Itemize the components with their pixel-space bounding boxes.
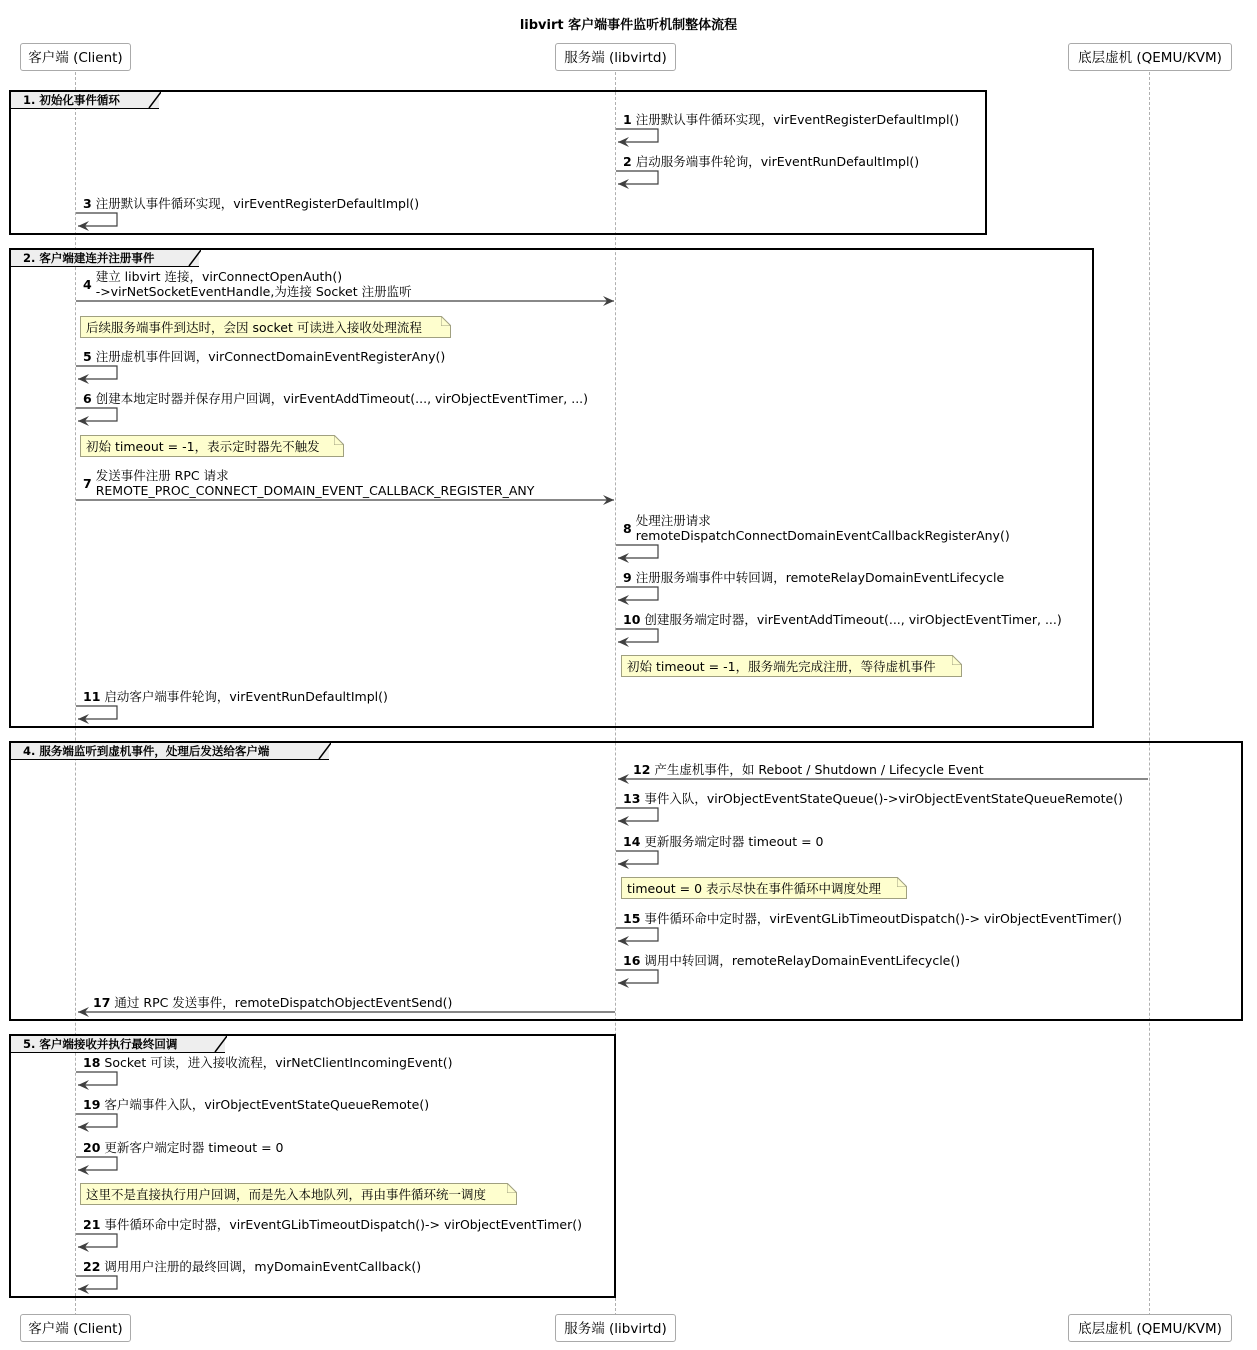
group-label: 4. 服务端监听到虚机事件，处理后发送给客户端 xyxy=(11,743,329,760)
note-socket-readable: 后续服务端事件到达时，会因 socket 可读进入接收处理流程 xyxy=(80,316,451,338)
group-label: 5. 客户端接收并执行最终回调 xyxy=(11,1036,225,1053)
group-label: 2. 客户端建连并注册事件 xyxy=(11,250,199,267)
diagram-title: libvirt 客户端事件监听机制整体流程 xyxy=(519,18,738,33)
message-19: 19 客户端事件入队，virObjectEventStateQueueRemote() xyxy=(83,1097,430,1112)
message-7: 7 发送事件注册 RPC 请求 REMOTE_PROC_CONNECT_DOMAIN_EVENT_CALLBACK_REGISTER_ANY xyxy=(83,468,535,498)
message-9: 9 注册服务端事件中转回调，remoteRelayDomainEventLifecycle xyxy=(623,570,1005,585)
message-21: 21 事件循环命中定时器，virEventGLibTimeoutDispatch()-> virObjectEventTimer() xyxy=(83,1217,582,1232)
note-local-queue: 这里不是直接执行用户回调，而是先入本地队列，再由事件循环统一调度 xyxy=(80,1183,517,1205)
message-14: 14 更新服务端定时器 timeout = 0 xyxy=(623,834,824,849)
message-1: 1 注册默认事件循环实现，virEventRegisterDefaultImpl() xyxy=(623,112,960,127)
participant-client-top: 客户端 (Client) xyxy=(20,43,131,71)
note-timeout-zero: timeout = 0 表示尽快在事件循环中调度处理 xyxy=(621,877,907,899)
participant-client-bottom: 客户端 (Client) xyxy=(20,1314,131,1342)
note-client-timeout-init: 初始 timeout = -1，表示定时器先不触发 xyxy=(80,435,344,457)
message-2: 2 启动服务端事件轮询，virEventRunDefaultImpl() xyxy=(623,154,920,169)
message-8: 8 处理注册请求 remoteDispatchConnectDomainEventCallbackRegisterAny() xyxy=(623,513,1010,543)
message-13: 13 事件入队，virObjectEventStateQueue()->virObjectEventStateQueueRemote() xyxy=(623,791,1123,806)
message-15: 15 事件循环命中定时器，virEventGLibTimeoutDispatch()-> virObjectEventTimer() xyxy=(623,911,1122,926)
message-17: 17 通过 RPC 发送事件，remoteDispatchObjectEventSend() xyxy=(93,995,453,1010)
participant-server-bottom: 服务端 (libvirtd) xyxy=(555,1314,676,1342)
message-18: 18 Socket 可读，进入接收流程，virNetClientIncomingEvent() xyxy=(83,1055,453,1070)
participant-vm-bottom: 底层虚机 (QEMU/KVM) xyxy=(1068,1314,1232,1342)
message-22: 22 调用用户注册的最终回调，myDomainEventCallback() xyxy=(83,1259,422,1274)
group-label: 1. 初始化事件循环 xyxy=(11,92,159,109)
participant-vm-top: 底层虚机 (QEMU/KVM) xyxy=(1068,43,1232,71)
message-12: 12 产生虚机事件，如 Reboot / Shutdown / Lifecycle Event xyxy=(633,762,984,777)
message-5: 5 注册虚机事件回调，virConnectDomainEventRegisterAny() xyxy=(83,349,446,364)
note-server-timeout-init: 初始 timeout = -1，服务端先完成注册，等待虚机事件 xyxy=(621,655,962,677)
message-20: 20 更新客户端定时器 timeout = 0 xyxy=(83,1140,284,1155)
message-10: 10 创建服务端定时器，virEventAddTimeout(..., virObjectEventTimer, ...) xyxy=(623,612,1062,627)
message-11: 11 启动客户端事件轮询，virEventRunDefaultImpl() xyxy=(83,689,388,704)
message-16: 16 调用中转回调，remoteRelayDomainEventLifecycle() xyxy=(623,953,961,968)
message-4: 4 建立 libvirt 连接，virConnectOpenAuth() ->virNetSocketEventHandle,为连接 Socket 注册监听 xyxy=(83,269,412,299)
message-6: 6 创建本地定时器并保存用户回调，virEventAddTimeout(..., virObjectEventTimer, ...) xyxy=(83,391,589,406)
participant-server-top: 服务端 (libvirtd) xyxy=(555,43,676,71)
message-3: 3 注册默认事件循环实现，virEventRegisterDefaultImpl() xyxy=(83,196,420,211)
